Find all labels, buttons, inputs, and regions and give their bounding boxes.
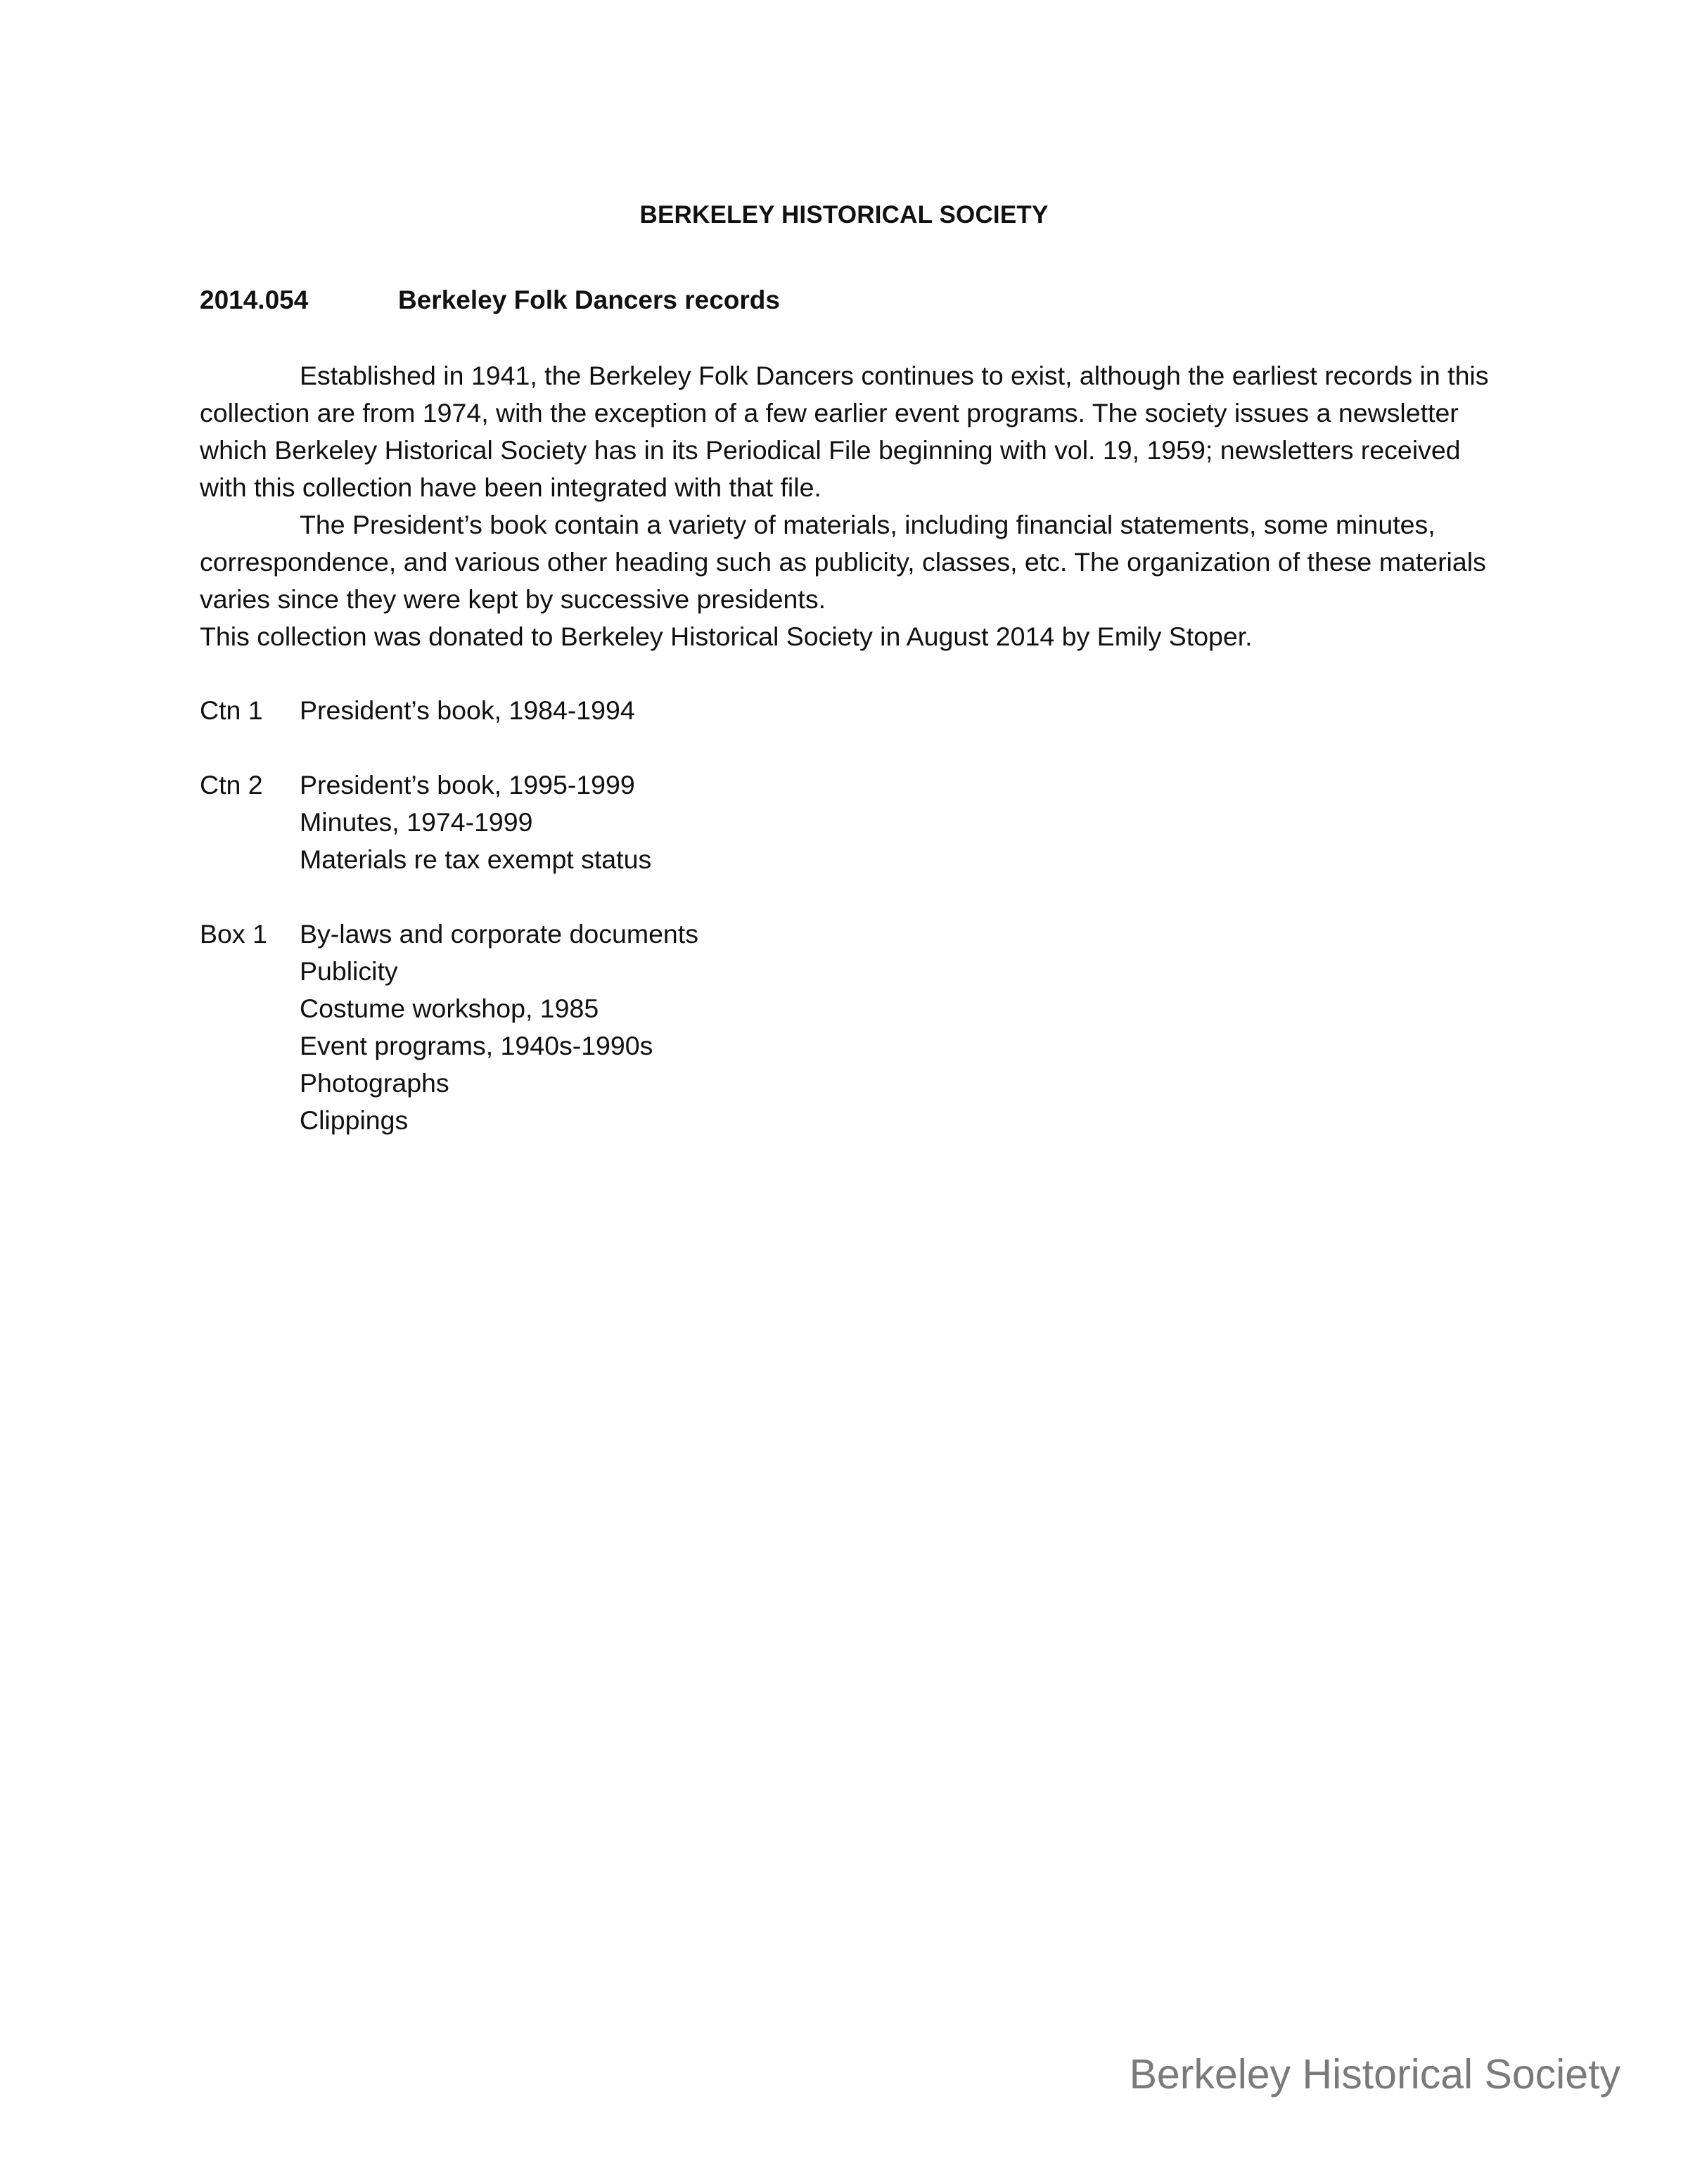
container-item-list: [300, 692, 635, 729]
container-item: Publicity: [300, 956, 398, 986]
container-item: Materials re tax exempt status: [300, 844, 652, 874]
container-item-list: [300, 916, 698, 1139]
collection-title: Berkeley Folk Dancers records: [398, 285, 780, 314]
container-label: Ctn 2: [200, 770, 263, 799]
container-label: Box 1: [200, 919, 267, 949]
container-item-list: [300, 766, 651, 878]
container-item: By-laws and corporate documents: [300, 919, 698, 949]
container-item: Costume workshop, 1985: [300, 994, 599, 1023]
organization-heading: BERKELEY HISTORICAL SOCIETY: [639, 201, 1049, 229]
container-item: Event programs, 1940s-1990s: [300, 1031, 653, 1060]
container-item: Clippings: [300, 1105, 409, 1135]
description-paragraph: Established in 1941, the Berkeley Folk Dancers continues to exist, although the earliest records in this collection are from 1974, with the exception of a few earlier event programs. The society issues a newsletter which Berkeley Historical Society has in its Periodical File beginning with vol. 19, 1959; newsletters received with this collection have been integrated with that file.: [200, 361, 1489, 502]
container-item: Photographs: [300, 1068, 449, 1098]
donation-note: This collection was donated to Berkeley Historical Society in August 2014 by Emily Stoper.: [200, 622, 1253, 651]
container-label: Ctn 1: [200, 695, 263, 725]
container-item: President’s book, 1984-1994: [300, 695, 635, 725]
watermark: Berkeley Historical Society: [1129, 2051, 1620, 2098]
container-item: Minutes, 1974-1999: [300, 807, 533, 837]
accession-number: 2014.054: [200, 285, 309, 314]
description-paragraph: The President’s book contain a variety of materials, including financial statements, some minutes, correspondence, and various other heading such as publicity, classes, etc. The organization of these materials varies since they were kept by successive presidents.: [200, 510, 1486, 614]
container-item: President’s book, 1995-1999: [300, 770, 635, 799]
collection-description: [200, 357, 1508, 655]
